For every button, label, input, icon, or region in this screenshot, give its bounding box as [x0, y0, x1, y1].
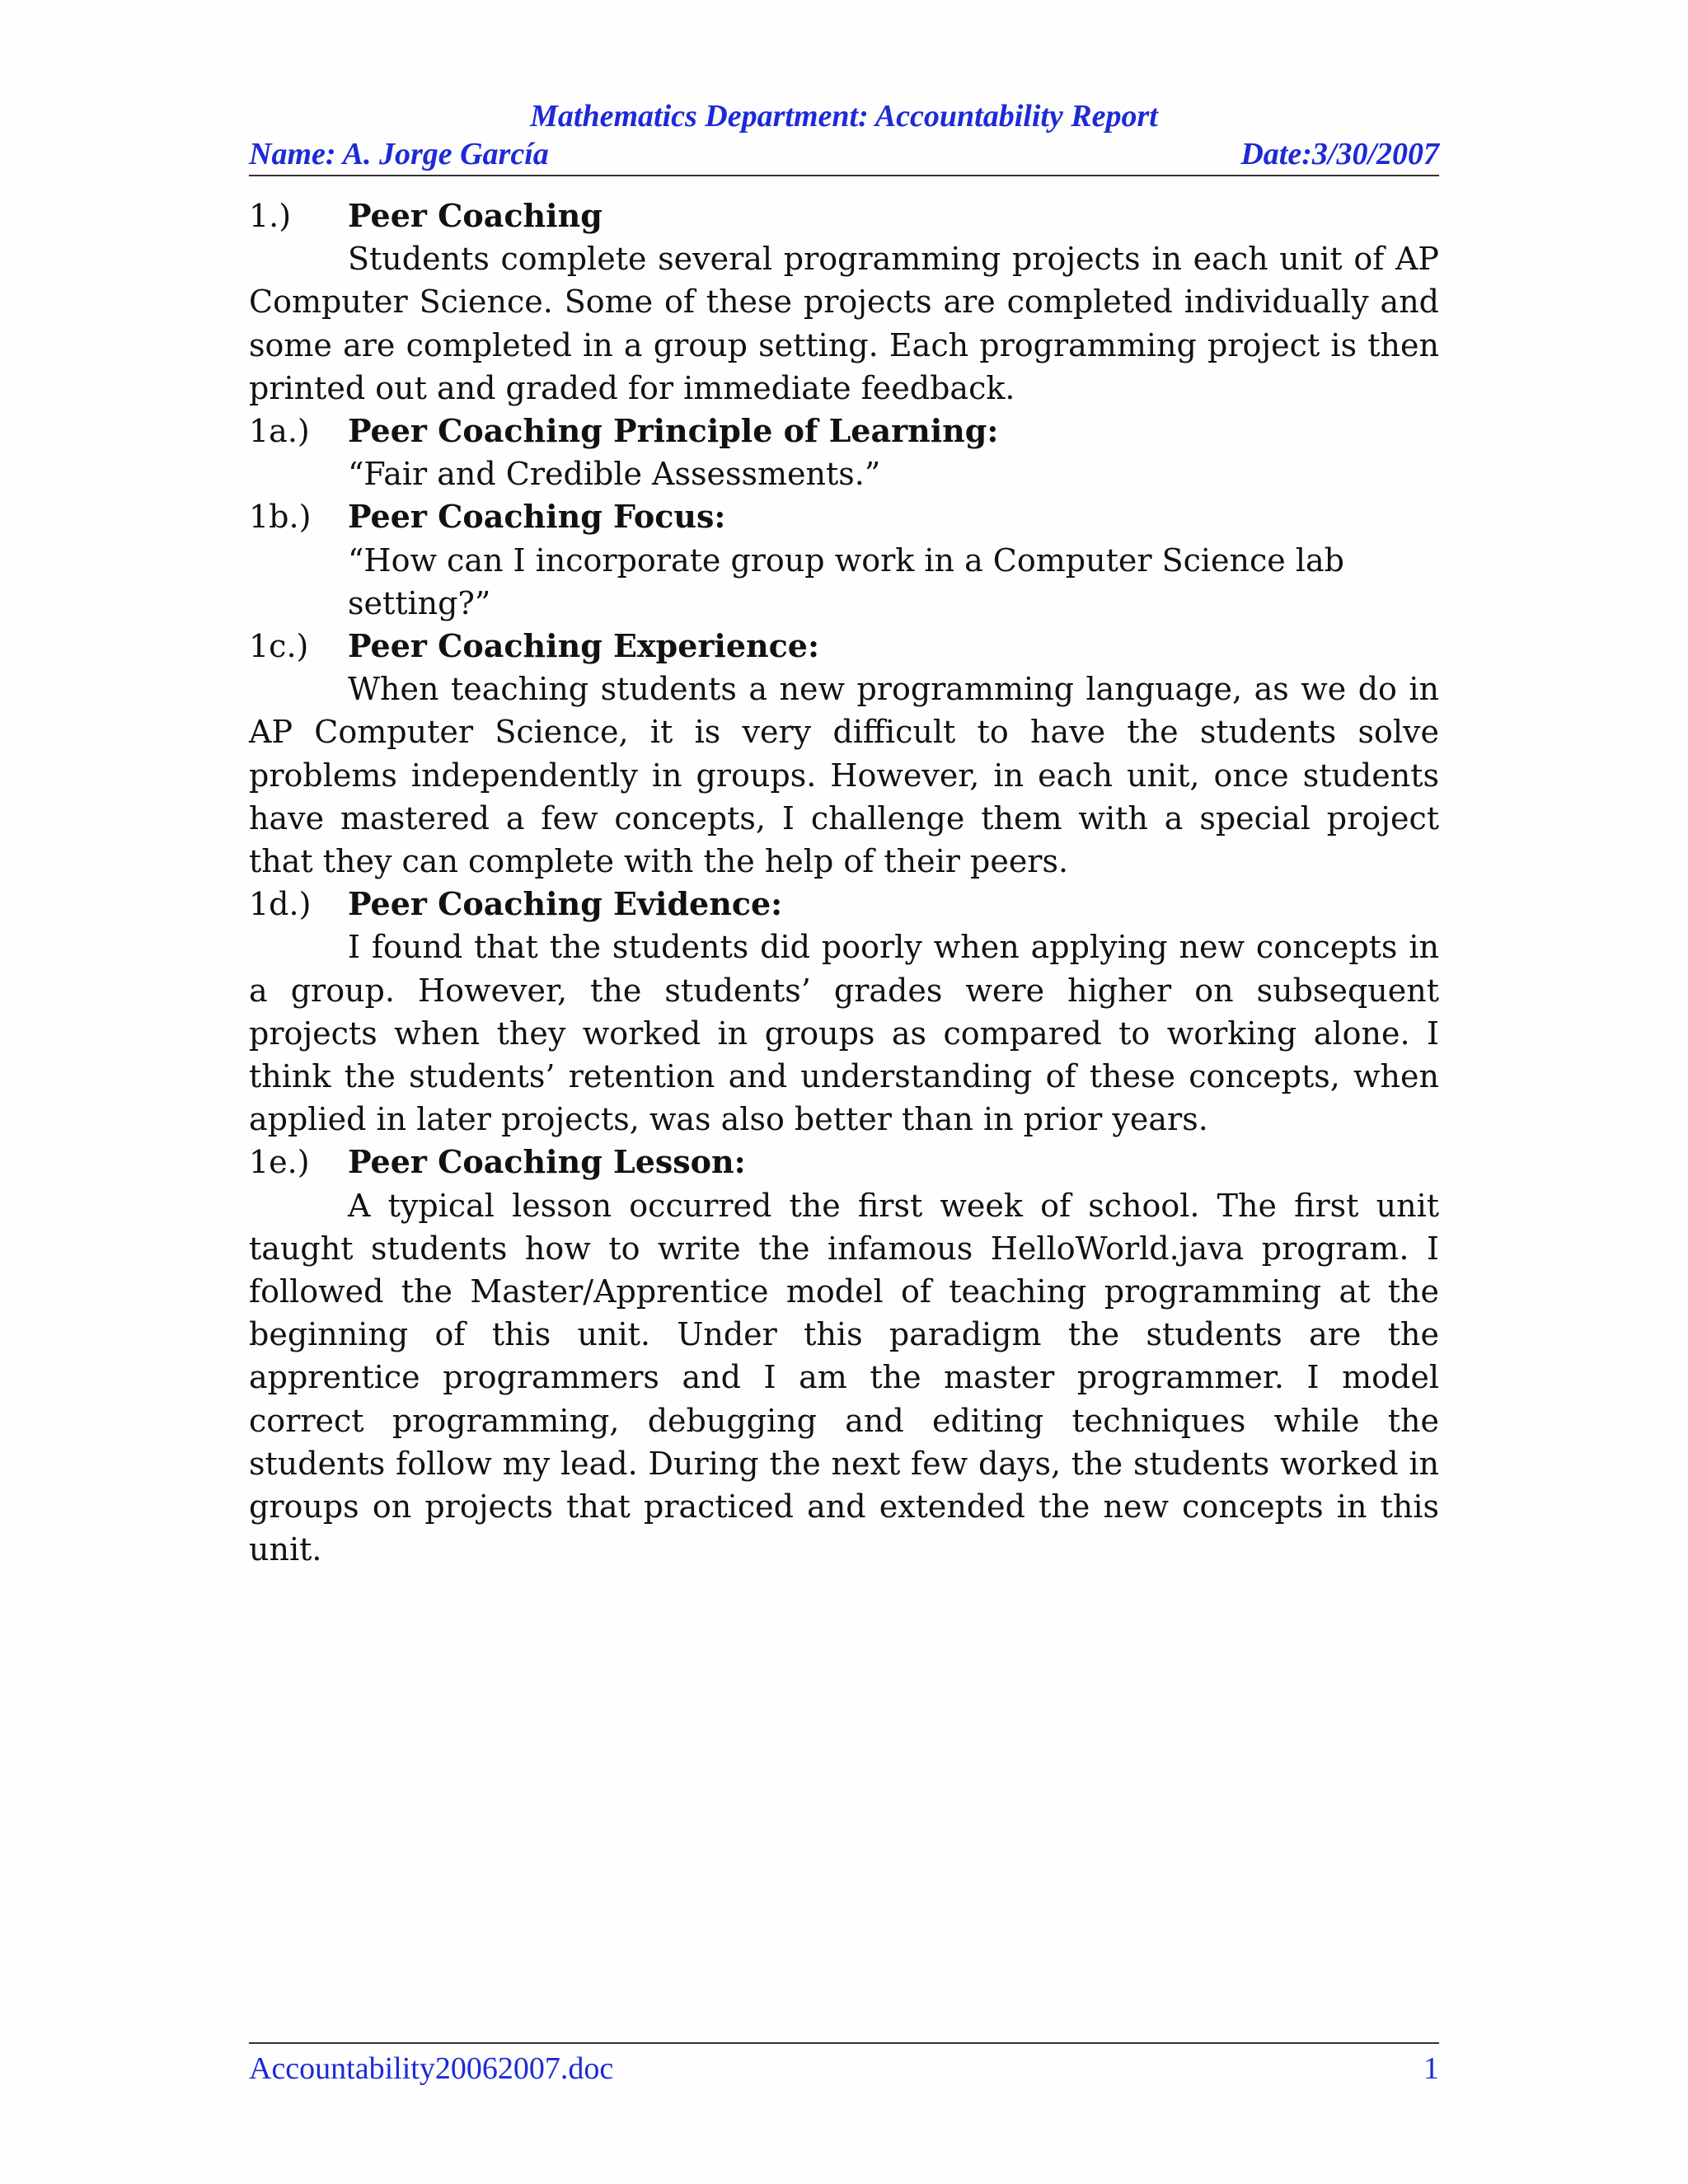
- section-title: Peer Coaching Evidence:: [348, 885, 783, 923]
- section-quote: “How can I incorporate group work in a Computer Science lab setting?”: [348, 541, 1345, 621]
- section-heading: [249, 495, 1439, 538]
- header-row: [249, 135, 1439, 176]
- section-title: Peer Coaching Experience:: [348, 627, 819, 665]
- section-title: Peer Coaching Focus:: [348, 498, 726, 536]
- section-paragraph: When teaching students a new programming language, as we do in AP Computer Science, it is very difficult to have the students solve problems independently in groups. However, in each unit, once students have mastered a few concepts, I challenge them with a special project that they can complete with the help of their peers.: [249, 671, 1439, 880]
- section-number: 1e.): [249, 1144, 310, 1181]
- section-quote: “Fair and Credible Assessments.”: [348, 456, 881, 493]
- document-body: [249, 194, 1439, 1572]
- section-number: 1c.): [249, 628, 309, 665]
- report-title: Mathematics Department: Accountability Report: [530, 99, 1158, 134]
- section-title: Peer Coaching Lesson:: [348, 1143, 746, 1181]
- section-heading: [249, 1141, 1439, 1183]
- author-name: Name: A. Jorge García: [249, 137, 549, 171]
- section-title: Peer Coaching: [348, 197, 603, 234]
- section-number: 1b.): [249, 499, 312, 536]
- section-number: 1.): [249, 198, 292, 234]
- section-heading: [249, 194, 1439, 237]
- page-content: [249, 97, 1439, 1572]
- section-paragraph: A typical lesson occurred the first week of school. The first unit taught students how to write the infamous HelloWorld.java program. I followed the Master/Apprentice model of teaching programming at the beginning of this unit. Under this paradigm the students are the apprentice programmers and I am the master programmer. I model correct programming, debugging and editing techniques while the students follow my lead. During the next few days, the students worked in groups on projects that practiced and extended the new concepts in this unit.: [249, 1187, 1439, 1568]
- section-paragraph: Students complete several programming projects in each unit of AP Computer Science. Some of these projects are completed individually and some are completed in a group setting. Each programming project is then printed out and graded for immediate feedback.: [249, 241, 1439, 406]
- footer-page-number: 1: [1423, 2051, 1439, 2086]
- section-number: 1d.): [249, 886, 312, 923]
- section-number: 1a.): [249, 413, 310, 450]
- section-heading: [249, 883, 1439, 926]
- section-heading: [249, 410, 1439, 452]
- section-heading: [249, 625, 1439, 668]
- page-footer: [249, 2042, 1439, 2092]
- footer-filename: Accountability20062007.doc: [249, 2051, 614, 2086]
- section-title: Peer Coaching Principle of Learning:: [348, 412, 999, 450]
- section-paragraph: I found that the students did poorly when applying new concepts in a group. However, the students’ grades were higher on subsequent projects when they worked in groups as compared to working alone. I think the students’ retention and understanding of these concepts, when applied in later projects, was also better than in prior years.: [249, 929, 1439, 1138]
- report-date: Date:3/30/2007: [1240, 137, 1439, 171]
